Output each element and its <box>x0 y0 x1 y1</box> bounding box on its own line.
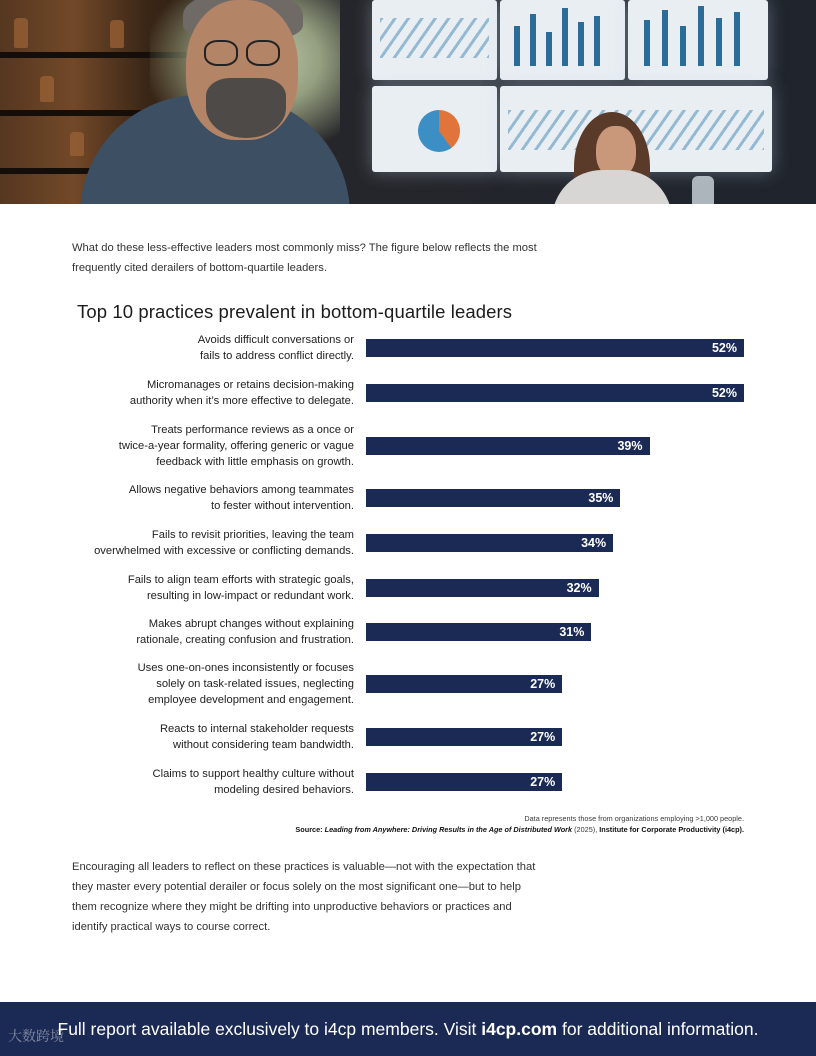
bar-category-label: Fails to align team efforts with strategic goals, resulting in low-impact or redundant work. <box>127 574 354 602</box>
footer-banner <box>0 1002 816 1056</box>
bar-value-label: 27% <box>530 677 556 691</box>
bar-value-label: 52% <box>711 386 737 400</box>
bar-category-label: Makes abrupt changes without explaining rationale, creating confusion and frustration. <box>136 618 354 646</box>
bar-value-label: 32% <box>566 581 592 595</box>
bar-value-label: 39% <box>617 439 643 453</box>
bar <box>366 773 562 791</box>
bar <box>366 579 599 597</box>
intro-paragraph: What do these less-effective leaders most commonly miss? The figure below reflects the most frequently cited derailers of bottom-quartile leaders. <box>72 242 537 274</box>
bar-category-label: Fails to revisit priorities, leaving the team overwhelmed with excessive or conflicting demands. <box>94 529 354 557</box>
bar-value-label: 34% <box>581 536 607 550</box>
data-note: Data represents those from organizations employing >1,000 people. <box>524 814 744 823</box>
bar <box>366 728 562 746</box>
outro-paragraph: Encouraging all leaders to reflect on these practices is valuable—not with the expectation that they master every potential derailer or focus solely on the most significant one—but to help them recognize where they might be drifting into unproductive behaviors or practices and identify practical ways to course correct. <box>72 861 536 933</box>
bar-category-label: Uses one-on-ones inconsistently or focuses solely on task-related issues, neglecting employee development and engagement. <box>137 662 354 706</box>
bar-value-label: 27% <box>530 730 556 744</box>
bar-value-label: 31% <box>559 625 585 639</box>
chart-source-note <box>295 813 744 835</box>
i4cp-link[interactable]: i4cp.com <box>481 1018 558 1039</box>
bar <box>366 675 562 693</box>
watermark: 大数跨境 <box>8 1028 64 1044</box>
bar-category-label: Reacts to internal stakeholder requests without considering team bandwidth. <box>159 723 354 751</box>
bar-value-label: 27% <box>530 775 556 789</box>
bar <box>366 339 744 357</box>
bar <box>366 384 744 402</box>
source-line: Source: Leading from Anywhere: Driving Results in the Age of Distributed Work (2025), Institute for Corporate Productivity (i4cp). <box>295 825 744 834</box>
bar <box>366 437 650 455</box>
footer-text: Full report available exclusively to i4cp members. Visit i4cp.com for additional information. <box>57 1018 759 1039</box>
bar-category-label: Treats performance reviews as a once or twice-a-year formality, offering generic or vague feedback with little emphasis on growth. <box>118 424 354 468</box>
bar-category-label: Micromanages or retains decision-making authority when it’s more effective to delegate. <box>129 379 354 407</box>
bar <box>366 489 620 507</box>
bar-category-label: Avoids difficult conversations or fails to address conflict directly. <box>197 334 354 362</box>
bar <box>366 534 613 552</box>
bar-category-label: Claims to support healthy culture without modeling desired behaviors. <box>152 768 354 796</box>
bar-category-label: Allows negative behaviors among teammates to fester without intervention. <box>128 484 354 512</box>
bar <box>366 623 591 641</box>
chart-title: Top 10 practices prevalent in bottom-quartile leaders <box>77 301 513 322</box>
bar-value-label: 35% <box>588 491 614 505</box>
bar-value-label: 52% <box>711 341 737 355</box>
